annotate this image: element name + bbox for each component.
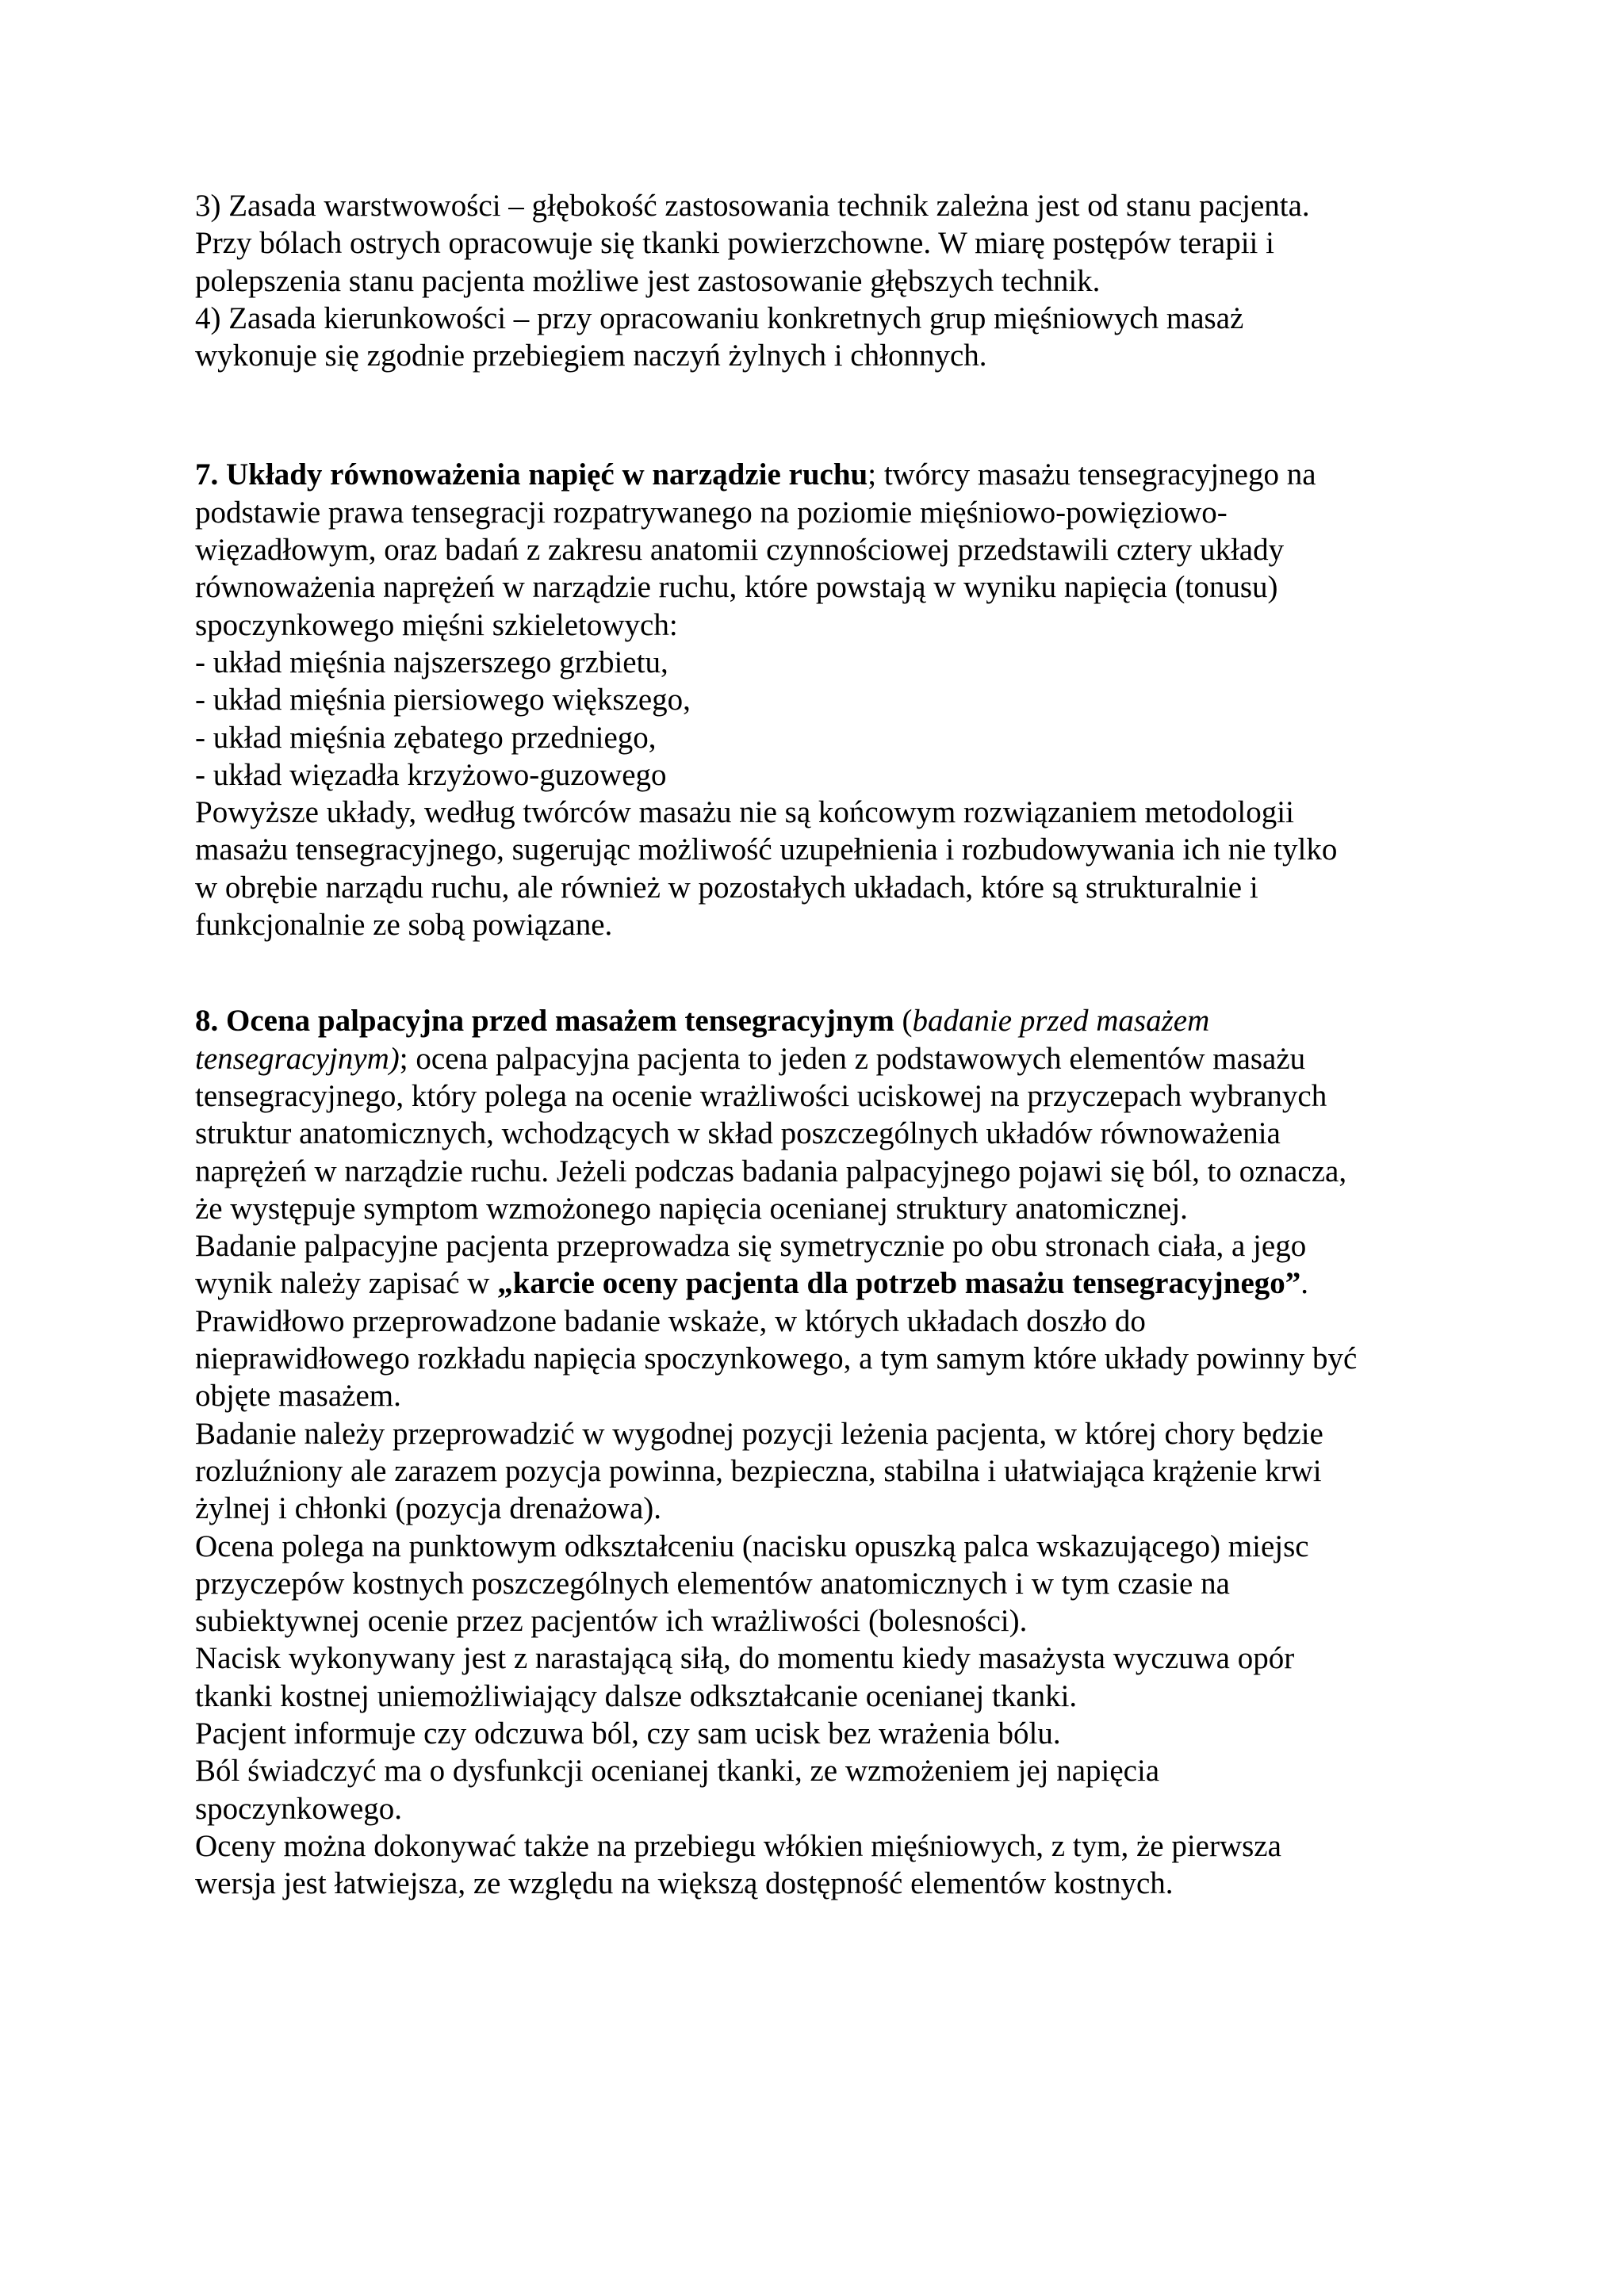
card-title: „karcie oceny pacjenta dla potrzeb masażu tensegracyjnego” xyxy=(497,1266,1301,1301)
list-item: - układ mięśnia zębatego przedniego, xyxy=(195,720,657,755)
text-line: równoważenia naprężeń w narządzie ruchu, które powstają w wyniku napięcia (tonusu) xyxy=(195,570,1278,605)
text-line: 3) Zasada warstwowości – głębokość zastosowania technik zależna jest od stanu pacjenta. xyxy=(195,189,1310,223)
text-line: Oceny można dokonywać także na przebiegu włókien mięśniowych, z tym, że pierwsza xyxy=(195,1828,1281,1863)
text-line: 4) Zasada kierunkowości – przy opracowaniu konkretnych grup mięśniowych masaż xyxy=(195,300,1244,335)
text-line: Prawidłowo przeprowadzone badanie wskaże, w których układach doszło do xyxy=(195,1303,1146,1338)
text-line: Badanie należy przeprowadzić w wygodnej pozycji leżenia pacjenta, w której chory będzie xyxy=(195,1416,1323,1451)
document-page xyxy=(195,187,1448,1902)
text-line: Nacisk wykonywany jest z narastającą siłą, do momentu kiedy masażysta wyczuwa opór xyxy=(195,1641,1295,1676)
text-line: funkcjonalnie ze sobą powiązane. xyxy=(195,908,613,943)
text-line: Ból świadczyć ma o dysfunkcji ocenianej tkanki, ze wzmożeniem jej napięcia xyxy=(195,1754,1160,1789)
text-line: subiektywnej ocenie przez pacjentów ich wrażliwości (bolesności). xyxy=(195,1604,1028,1639)
text-line: więzadłowym, oraz badań z zakresu anatomii czynnościowej przedstawili cztery układy xyxy=(195,533,1285,568)
list-item: - układ mięśnia piersiowego większego, xyxy=(195,683,691,718)
text-line: Powyższe układy, według twórców masażu nie są końcowym rozwiązaniem metodologii xyxy=(195,795,1294,830)
section-7 xyxy=(195,456,1448,943)
section-7-heading: 7. Układy równoważenia napięć w narządzie ruchu xyxy=(195,457,868,492)
section-8 xyxy=(195,1002,1448,1902)
text-line: Pacjent informuje czy odczuwa ból, czy sam ucisk bez wrażenia bólu. xyxy=(195,1716,1061,1751)
text-line: przyczepów kostnych poszczególnych elementów anatomicznych i w tym czasie na xyxy=(195,1566,1230,1601)
section-8-heading: 8. Ocena palpacyjna przed masażem tensegracyjnym xyxy=(195,1004,894,1039)
text-line: Ocena polega na punktowym odkształceniu (nacisku opuszką palca wskazującego) miejsc xyxy=(195,1529,1309,1563)
text-line: naprężeń w narządzie ruchu. Jeżeli podczas badania palpacyjnego pojawi się ból, to oznacza, xyxy=(195,1154,1347,1188)
text-line: tkanki kostnej uniemożliwiający dalsze odkształcanie ocenianej tkanki. xyxy=(195,1678,1078,1713)
section-7-heading-rest: ; twórcy masażu tensegracyjnego na xyxy=(868,457,1316,492)
section-spacer xyxy=(195,374,1448,456)
text-line: Przy bólach ostrych opracowuje się tkanki powierzchowne. W miarę postępów terapii i xyxy=(195,226,1274,261)
card-suffix: . xyxy=(1300,1266,1309,1301)
text-line xyxy=(195,1040,1448,1077)
text-line: polepszenia stanu pacjenta możliwe jest zastosowanie głębszych technik. xyxy=(195,263,1101,298)
text-line: struktur anatomicznych, wchodzących w skład poszczególnych układów równoważenia xyxy=(195,1116,1281,1151)
text-line: żylnej i chłonki (pozycja drenażowa). xyxy=(195,1491,661,1526)
text-line: spoczynkowego mięśni szkieletowych: xyxy=(195,607,678,642)
section-7-heading-line xyxy=(195,456,1448,493)
text-line: że występuje symptom wzmożonego napięcia ocenianej struktury anatomicznej. xyxy=(195,1191,1188,1226)
section-spacer xyxy=(195,943,1448,1002)
section-8-heading-line: 8. Ocena palpacyjna przed masażem tensegracyjnym (badanie przed masażem xyxy=(195,1004,1210,1039)
section-8-heading-italic: badanie przed masażem xyxy=(912,1004,1210,1039)
section-8-heading-rest: ; ocena palpacyjna pacjenta to jeden z podstawowych elementów masażu xyxy=(399,1041,1306,1076)
text-line: nieprawidłowego rozkładu napięcia spoczynkowego, a tym samym które układy powinny być xyxy=(195,1341,1358,1376)
principles-section xyxy=(195,187,1448,374)
text-line: wersja jest łatwiejsza, ze względu na większą dostępność elementów kostnych. xyxy=(195,1866,1174,1901)
section-8-heading-italic-cont: tensegracyjnym) xyxy=(195,1041,400,1076)
text-line: w obrębie narządu ruchu, ale również w pozostałych układach, które są strukturalnie i xyxy=(195,870,1258,905)
text-line: masażu tensegracyjnego, sugerując możliwość uzupełnienia i rozbudowywania ich nie tylko xyxy=(195,832,1338,867)
text-line: spoczynkowego. xyxy=(195,1791,403,1826)
text-line: Badanie palpacyjne pacjenta przeprowadza się symetrycznie po obu stronach ciała, a jego xyxy=(195,1229,1307,1264)
text-line: podstawie prawa tensegracji rozpatrywanego na poziomie mięśniowo-powięziowo- xyxy=(195,495,1228,530)
text-line: tensegracyjnego, który polega na ocenie wrażliwości uciskowej na przyczepach wybranych xyxy=(195,1078,1327,1113)
list-item: - układ więzadła krzyżowo-guzowego xyxy=(195,757,667,792)
text-line: rozluźniony ale zarazem pozycja powinna, bezpieczna, stabilna i ułatwiająca krążenie krwi xyxy=(195,1453,1322,1488)
card-prefix: wynik należy zapisać w xyxy=(195,1266,498,1301)
list-item: - układ mięśnia najszerszego grzbietu, xyxy=(195,645,668,679)
text-line: objęte masażem. xyxy=(195,1379,401,1414)
text-line: wykonuje się zgodnie przebiegiem naczyń żylnych i chłonnych. xyxy=(195,339,987,373)
text-line xyxy=(195,1265,1448,1302)
